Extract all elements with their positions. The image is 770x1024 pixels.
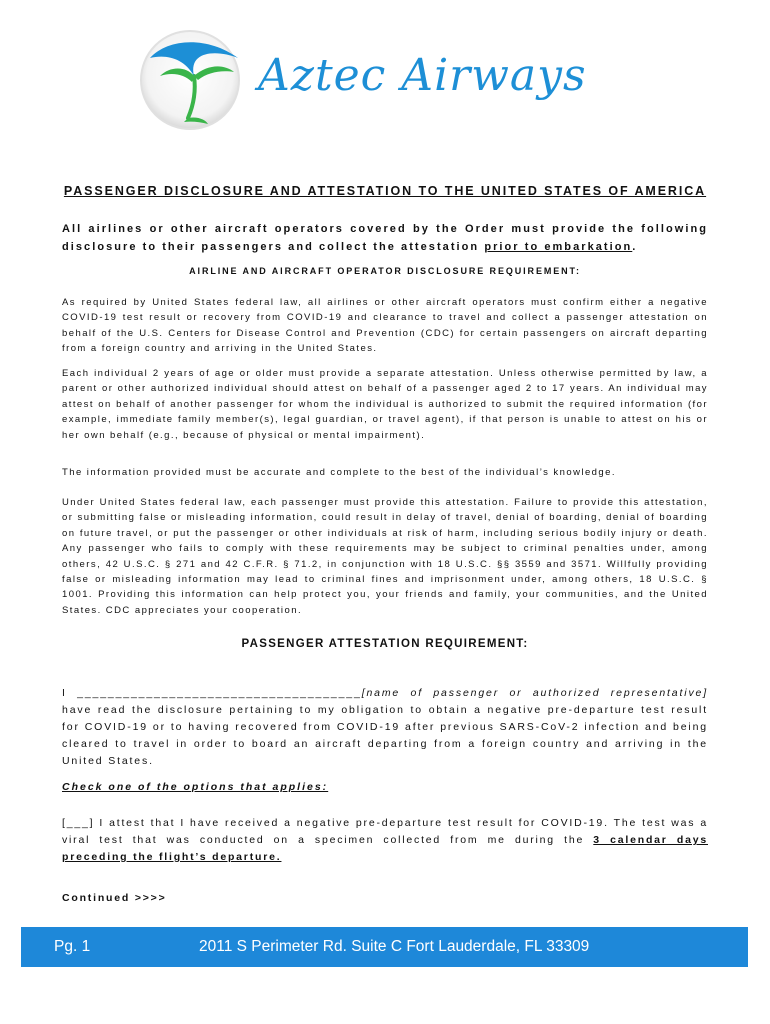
intro-paragraph: [62, 220, 708, 256]
attestation-option: [62, 815, 708, 866]
disclosure-paragraph: As required by United States federal law, all airlines or other aircraft operators must confirm either a negative COVID-19 test result or recovery from COVID-19 and clearance to travel and collect a passenger attestation on behalf of the U.S. Centers for Disease Control and Prevention (CDC) for certain passengers on aircraft departing from a foreign country and arriving in the United States.: [62, 297, 708, 355]
document-title: PASSENGER DISCLOSURE AND ATTESTATION TO THE UNITED STATES OF AMERICA: [63, 184, 707, 198]
disclosure-paragraph: Under United States federal law, each passenger must provide this attestation. Failure to provide this attestation, or submitting false or misleading information, could result in delay of travel, denial of boarding, denial of boarding on future travel, or put the passenger or other individuals at risk of harm, including serious bodily injury or death. Any passenger who fails to comply with these requirements may be subject to criminal penalties under, among others, 42 U.S.C. § 271 and 42 C.F.R. § 71.2, in conjunction with 18 U.S.C. §§ 3559 and 3571. Willfully providing false or misleading information may lead to criminal fines and imprisonment under, among others, 18 U.S.C. § 1001. Providing this information can help protect you, your friends and family, your communities, and the United States. CDC appreciates your cooperation.: [62, 497, 708, 616]
brand-name: Aztec Airways: [258, 50, 587, 101]
page-number: Pg. 1: [54, 938, 91, 955]
palm-tree-logo-icon: [138, 28, 248, 132]
option-emphasis: 3 calendar days preceding the flight’s departure.: [62, 834, 708, 863]
disclosure-paragraph: The information provided must be accurate and complete to the best of the individual’s knowledge.: [62, 467, 616, 478]
option-text: [___] I attest that I have received a negative pre-departure test result for COVID-19. The test was a viral test that was conducted on a specimen collected from me during the: [62, 817, 708, 846]
footer-address: 2011 S Perimeter Rd. Suite C Fort Lauderdale, FL 33309: [199, 938, 590, 955]
intro-end: .: [632, 241, 638, 253]
passenger-attestation-heading: PASSENGER ATTESTATION REQUIREMENT:: [241, 638, 529, 650]
aztec-airways-logo: [138, 28, 608, 132]
disclosure-paragraph: Each individual 2 years of age or older must provide a separate attestation. Unless otherwise permitted by law, a parent or other authorized individual should attest on behalf of a passenger aged 2 to 17 years. An individual may attest on behalf of another passenger for whom the individual is authorized to submit the required information (for example, immediate family member(s), legal guardian, or travel agent), if that person is unable to attest on his or her own behalf (e.g., because of physical or mental impairment).: [62, 368, 708, 441]
intro-text: All airlines or other aircraft operators covered by the Order must provide the following disclosure to their passengers and collect the attestation: [62, 223, 708, 253]
name-blank: I _____________________________________: [62, 687, 362, 699]
intro-emphasis: prior to embarkation: [484, 241, 633, 253]
attestation-statement: [62, 685, 708, 770]
check-options-label: Check one of the options that applies:: [62, 781, 329, 793]
attestation-body: have read the disclosure pertaining to my obligation to obtain a negative pre-departure test result for COVID-19 or to having recovered from COVID-19 after previous SARS-CoV-2 infection and being cleared to travel in order to board an aircraft departing from a foreign country and arriving in the United States.: [62, 704, 708, 767]
footer-bar: [21, 927, 748, 967]
operator-disclosure-heading: AIRLINE AND AIRCRAFT OPERATOR DISCLOSURE REQUIREMENT:: [189, 266, 581, 276]
name-hint: [name of passenger or authorized representative]: [361, 687, 708, 699]
continued-label: Continued >>>>: [62, 892, 167, 904]
